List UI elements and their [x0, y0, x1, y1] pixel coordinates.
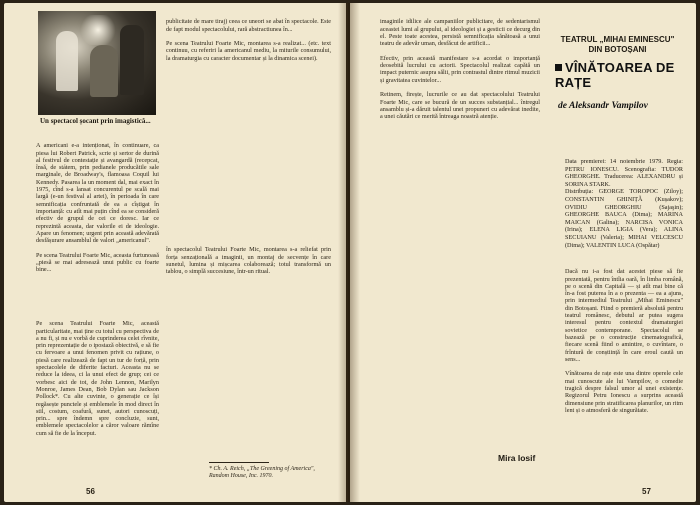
left-column-2-mid-text: în spectacolul Teatrului Foarte Mic, montarea s-a reliefat prin forța senzațională a imaginii, un montaj de secvențe în care sunetul, lumina și mișcarea colaborează; totul transformă un tablou, o simplă succesiune, într-un ritual. [166, 246, 331, 276]
left-column-2-mid [166, 239, 331, 457]
right-column-3 [565, 261, 683, 479]
play-author: de Aleksandr Vampilov [558, 101, 648, 111]
left-column-1-lower-text: Pe scena Teatrului Foarte Mic, această particularitate, mai ține cu totul cu perspectiva de a nu fi, și nu e vorbă de cuprinderea celei rîvnite, prin reprezentație de o ipostază obiectivă, e să fie cu fervoare a unui fenomen privit cu rațiune, o piesă care realizează de fapt un tur de forță, prin spectacolele de diferite facturi. Aceasta nu se reduce la ideea, ci la unui efect de grup; cei ce vorbesc aici de tot, de John Lennon, Marilyn Monroe, James Dean, Bob Dylan sau Jackson Pollock*. Cu alte cuvinte, o generație ce își regăsește punctele și emblemele în mod direct în stil, costum, coafură, sunet, autori cunoscuți, prin... spre îndemn spre concluzie, sunt, emblemele spectacolelor a căror valoare rămîne cum să fie de la început. [36, 320, 159, 437]
right-column-1-text: imaginile idilice ale campaniilor publicitare, de sedentarismul aceastei lumi al grupului, al ideologiei și a gesticii ce decurg din el. Peste toate acestea, persistă semnificația sănătoasă a unui teatru de adevăr uman, desfăcut de artificii... Efectiv, prin această manifestare s-a acordat o importanță deosebită lucrului cu actorii. Spectacolul realizat capătă un impact puternic asupra sălii, prin contrastul dintre ritmul muzicii și gravitatea cuvintelor... Retinem, firește, lucrurile ce au dat spectacolului Teatrului Foarte Mic, care se bucură de un succes substanțial... întregul ansamblu și-a dăruit talentul unei propuneri cu adevărat inedite, a unei căutări ce merită întreaga noastră atenție. [380, 18, 540, 121]
left-column-1-text: A americani e-a intenționat, în continuare, ca piesa lui Robert Patrick, scrie și sertor de durină al festivul de contestație și avangardă (recepcat, însă, de státem, prin pedianele producătile sale marginale, de Broadway's, flamoasa Coquil lui Kennedy. Pasarea la un moment dal, mai exact în 1975, cînd s-a lansat concurentul pe scală mai largă (e-un festival al artei), în perioada în care semnificația confruntată de ea a cîștigat în importanță: cu atît mai puțin cînd ea se consideră efectiv de grupul de cei ce doresc. Iar ce reprezintă aceasta, dar valorile ei de ideologie. Apare un fenomen; urgent prin această adevărată desfășurare ansamblul de valori „americanul". Pe scena Teatrului Foarte Mic, aceasta furtunoasă „piesă se mai adresează unui public cu foarte bine... [36, 142, 159, 274]
play-title-text: VÎNĂTOAREA DE RAȚE [555, 60, 675, 90]
theatre-heading: TEATRUL „MIHAI EMINESCU" DIN BOTOȘANI [560, 35, 675, 54]
production-credits: Data premierei: 14 noiembrie 1979. Regia: PETRU IONESCU. Scenografia: TUDOR GHEORGHE. Traducerea: ALEXANDRU și SORINA STARK. Distribuția: GEORGE TOROPOC (Ziloy); CONSTANTIN GHINIȚĂ (Kușakov); OVIDIU GHEORGHIU (Sajaşin); GHEORGHE BAUCA (Dima); MARINA MAICAN (Galina); NARCISA VONICA (Irina); ELENA LIGIA (Vera); ALINA SECUIANU (Valeria); MIHAI VELCESCU (Dima); VALENTIN LUCA (Ospătar) [565, 158, 683, 249]
left-column-2 [166, 11, 331, 239]
photo-caption: Un spectacol șocant prin imagistică... [40, 117, 151, 125]
footnote-rule [209, 462, 269, 463]
title-bullet-icon [555, 64, 562, 71]
left-column-1-lower [36, 313, 159, 485]
right-column-3-text: Dacă nu i-a fost dat acestei piese să fie prezentată, pentru întîia oară, în limba română, pe o scenă din Capitală — și atît mai bine că în-a fost puterea în a o prezenta — ea a ajuns, prin intermediul Teatrului „Mihai Eminescu" din Botoșani. Fiind o premieră absolută pentru teatrul românesc, debutul ar putea sugera interesul pentru contextul dramaturgiei sovietice contemporane. Spectacolul se bazează pe o construcție cinematografică, fiecare scenă fiind o amintire, o cuvîntare, o frîntură de conștiință în care eroul caută un sens... Vînătoarea de rațe este una dintre operele cele mai cunoscute ale lui Vampilov, o comedie tragică despre falsul umor al unei existențe. Regizorul Petru Ionescu a surprins această dimensiune prin stratificarea planurilor, un ritm lent și o atmosferă de singurătate. [565, 268, 683, 414]
page-number-left: 56 [86, 487, 95, 496]
footnote: * Ch. A. Reich, „The Greening of America", Random House, Inc. 1970. [209, 466, 315, 479]
left-page [4, 3, 346, 502]
performance-photo [38, 11, 156, 115]
play-title [555, 60, 696, 90]
page-number-right: 57 [642, 487, 651, 496]
article-signature: Mira Iosif [498, 453, 536, 463]
right-column-1 [380, 11, 540, 451]
left-column-2-text: publicitate de mare tiraj) ceea ce uneori se abat în spectacole. Este de fapt modul spectacolului, rară abstractiunea în... Pe scena Teatrului Foarte Mic, montarea s-a realizat... (etc. text continuu, cu referiri la americanul mediu, la miturile consumului, la dramaturgia cu caracter documentar și la dinamica scenei). [166, 18, 331, 62]
right-page [350, 3, 696, 502]
